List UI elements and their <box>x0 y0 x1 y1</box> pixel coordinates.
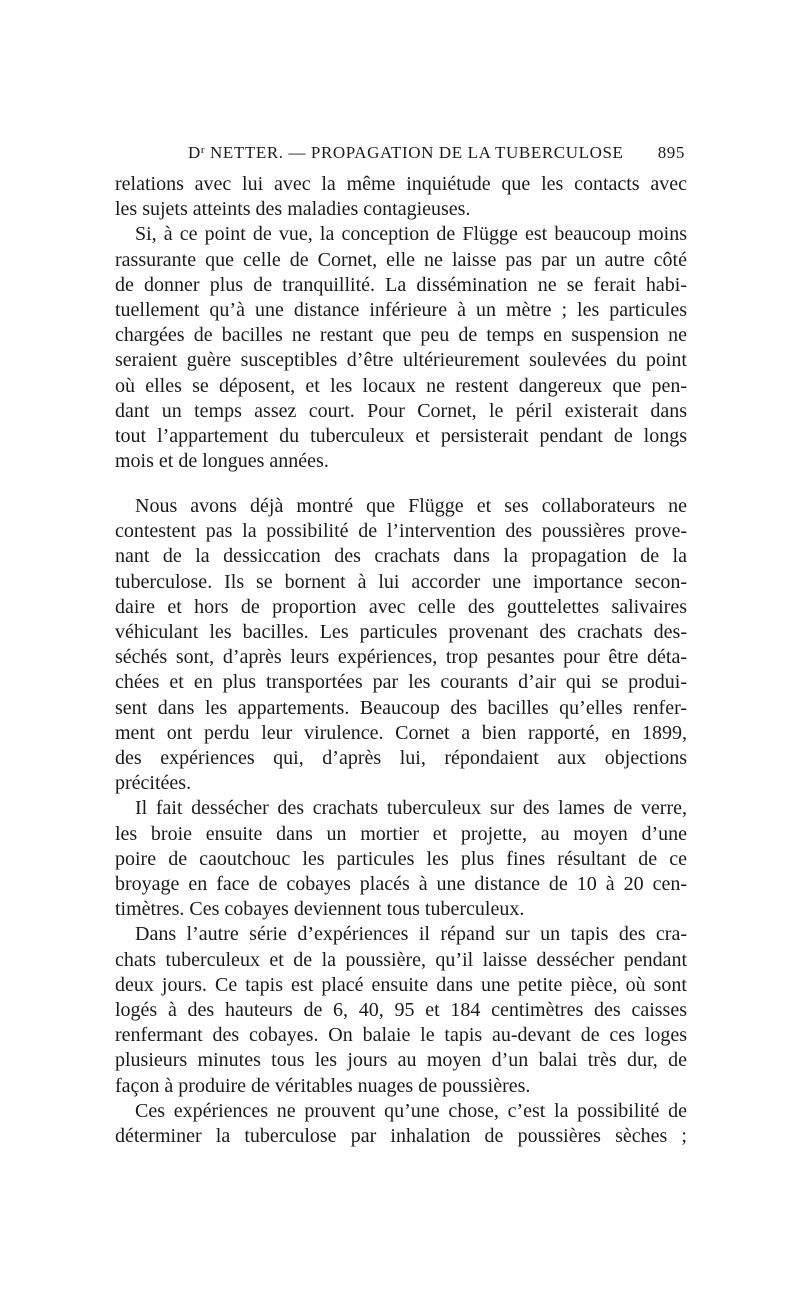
text-line: renfermant des cobayes. On balaie le tapis au-devant de ces loges <box>115 1024 687 1047</box>
text-line: séchés sont, d’après leurs expériences, trop pesantes pour être déta- <box>115 646 687 669</box>
paragraph-collaborators <box>115 494 687 796</box>
text-line: rassurante que celle de Cornet, elle ne laisse pas par un autre côté <box>115 248 687 271</box>
text-line: tuberculose. Ils se bornent à lui accorder une importance secon- <box>115 570 687 593</box>
text-line: déterminer la tuberculose par inhalation de poussières sèches ; <box>115 1124 687 1147</box>
text-line: précitées. <box>115 772 192 795</box>
text-line: mois et de longues années. <box>115 450 329 473</box>
paragraph-conclusion <box>115 1099 687 1149</box>
text-line: de donner plus de tranquillité. La dissémination ne se ferait habi- <box>115 273 687 296</box>
paragraph-flugge-conception <box>115 222 687 474</box>
running-title <box>188 143 624 163</box>
page-number: 895 <box>657 143 685 162</box>
text-line: logés à des hauteurs de 6, 40, 95 et 184 centimètres des caisses <box>115 998 687 1021</box>
text-line: broyage en face de cobayes placés à une distance de 10 à 20 cen- <box>115 872 687 895</box>
text-line: des expériences qui, d’après lui, répondaient aux objections <box>115 746 687 769</box>
title-rest: NETTER. — PROPAGATION DE LA TUBERCULOSE <box>205 143 624 162</box>
title-prefix: D <box>188 143 201 162</box>
text-line: poire de caoutchouc les particules les plus fines résultant de ce <box>115 847 687 870</box>
text-line: deux jours. Ce tapis est placé ensuite dans une petite pièce, où sont <box>115 973 687 996</box>
text-line: contestent pas la possibilité de l’intervention des poussières prove- <box>115 520 687 543</box>
paragraph-second-experiment <box>115 922 687 1098</box>
text-line: les sujets atteints des maladies contagieuses. <box>115 198 471 221</box>
paragraph-continuation <box>115 172 687 222</box>
text-line: plusieurs minutes tous les jours au moyen d’un balai très dur, de <box>115 1049 687 1072</box>
text-line: daire et hors de proportion avec celle des gouttelettes salivaires <box>115 595 687 618</box>
text-line: seraient guère susceptibles d’être ultérieurement soulevées du point <box>115 349 687 372</box>
text-line: où elles se déposent, et les locaux ne restent dangereux que pen- <box>115 374 687 397</box>
text-line: nant de la dessiccation des crachats dans la propagation de la <box>115 545 687 568</box>
text-line: Nous avons déjà montré que Flügge et ses collaborateurs ne <box>135 495 687 517</box>
paragraph-first-experiment <box>115 796 687 922</box>
text-line: véhiculant les bacilles. Les particules provenant des crachats des- <box>115 620 687 643</box>
text-line: les broie ensuite dans un mortier et projette, au moyen d’une <box>115 822 687 845</box>
text-line: tuellement qu’à une distance inférieure à un mètre ; les particules <box>115 298 687 321</box>
text-line: façon à produire de véritables nuages de poussières. <box>115 1074 531 1097</box>
text-line: dant un temps assez court. Pour Cornet, le péril existerait dans <box>115 399 687 422</box>
text-line: chées et en plus transportées par les courants d’air qui se produi- <box>115 671 687 694</box>
text-line: ment ont perdu leur virulence. Cornet a bien rapporté, en 1899, <box>115 721 687 744</box>
text-line: chats tuberculeux et de la poussière, qu’il laisse dessécher pendant <box>115 948 687 971</box>
text-line: Dans l’autre série d’expériences il répand sur un tapis des cra- <box>135 923 687 946</box>
text-line: Si, à ce point de vue, la conception de Flügge est beaucoup moins <box>135 223 687 246</box>
text-line: tout l’appartement du tuberculeux et persisterait pendant de longs <box>115 424 687 447</box>
title-superscript: r <box>200 144 206 156</box>
text-line: Ces expériences ne prouvent qu’une chose, c’est la possibilité de <box>135 1099 687 1122</box>
text-line: relations avec lui avec la même inquiétude que les contacts avec <box>115 173 687 195</box>
text-line: sent dans les appartements. Beaucoup des bacilles qu’elles renfer- <box>115 696 687 719</box>
text-line: timètres. Ces cobayes deviennent tous tuberculeux. <box>115 898 525 921</box>
text-line: chargées de bacilles ne restant que peu de temps en suspension ne <box>115 324 687 347</box>
text-line: Il fait dessécher des crachats tuberculeux sur des lames de verre, <box>135 797 687 820</box>
running-header <box>188 143 685 169</box>
